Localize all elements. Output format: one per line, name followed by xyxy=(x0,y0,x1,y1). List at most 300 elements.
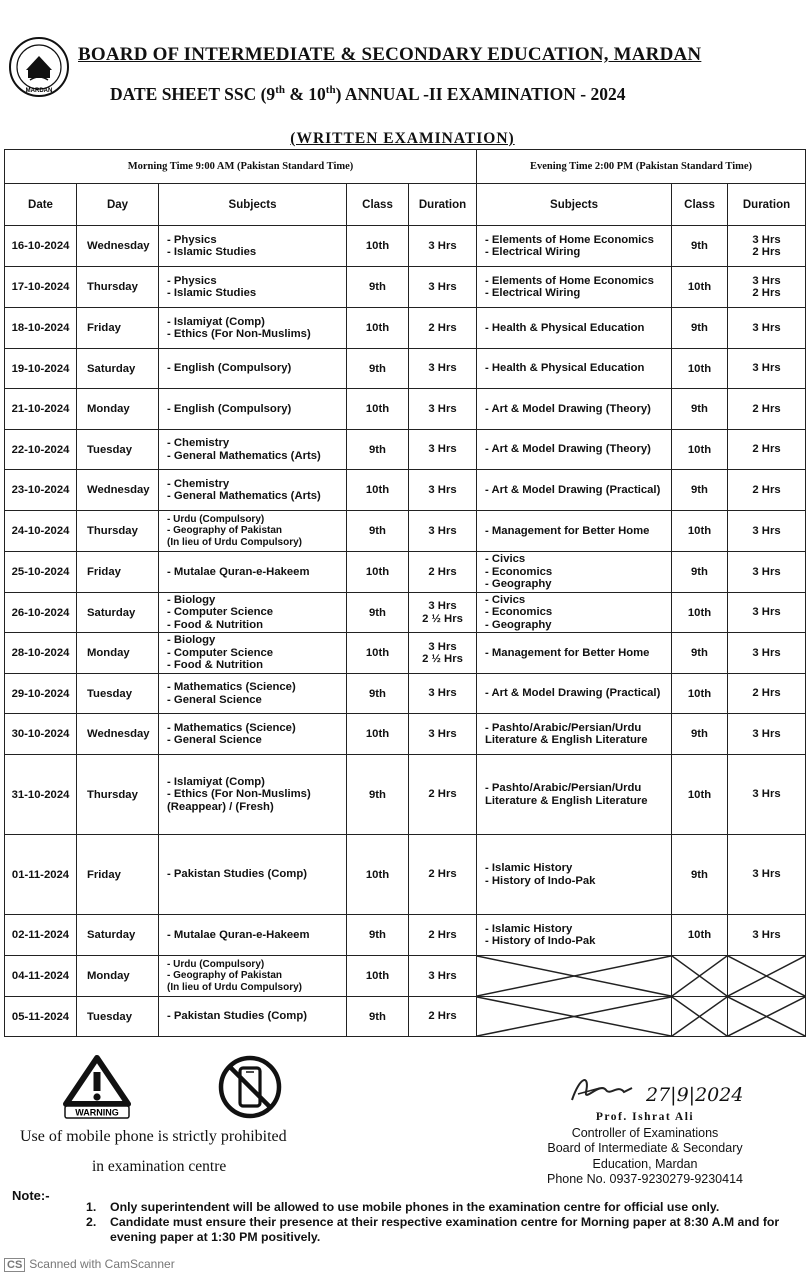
line: 2 Hrs xyxy=(752,402,781,415)
line: (In lieu of Urdu Compulsory) xyxy=(167,981,302,993)
line: 2 Hrs xyxy=(752,687,781,700)
line: 2 Hrs xyxy=(428,928,457,941)
line: 2 ½ Hrs xyxy=(422,612,463,625)
date-row xyxy=(5,714,806,755)
evening-duration-cell xyxy=(728,267,806,308)
morning-class-cell xyxy=(347,552,409,593)
evening-class-cell xyxy=(672,674,728,714)
line: 3 Hrs xyxy=(428,969,457,982)
class-value: 10th xyxy=(687,606,712,619)
line: - Health & Physical Education xyxy=(485,321,645,334)
morning-duration-cell xyxy=(409,430,477,470)
morning-class-cell xyxy=(347,389,409,430)
line: - Health & Physical Education xyxy=(485,362,645,375)
date-row xyxy=(5,308,806,349)
morning-subjects-cell xyxy=(159,997,347,1037)
morning-duration-cell xyxy=(409,511,477,552)
day-cell: Tuesday xyxy=(77,674,159,714)
class-value: 10th xyxy=(687,929,712,941)
line: 3 Hrs xyxy=(428,524,457,537)
line: - Computer Science xyxy=(167,606,274,619)
line: - General Science xyxy=(167,693,262,706)
morning-subjects-cell xyxy=(159,349,347,389)
date-row xyxy=(5,511,806,552)
line: - Physics xyxy=(167,274,217,287)
evening-duration-cell xyxy=(728,714,806,755)
line: 3 Hrs xyxy=(752,524,781,537)
line: - Geography xyxy=(485,618,552,631)
column-header-row xyxy=(5,184,806,226)
day-cell: Tuesday xyxy=(77,430,159,470)
morning-class-cell xyxy=(347,755,409,835)
class-value: 9th xyxy=(691,647,708,659)
date-row xyxy=(5,389,806,430)
morning-subjects-cell xyxy=(159,633,347,674)
morning-duration-cell xyxy=(409,308,477,349)
line: - Mutalae Quran-e-Hakeem xyxy=(167,565,310,578)
date-cell: 04-11-2024 xyxy=(5,956,77,997)
date-cell: 02-11-2024 xyxy=(5,915,77,956)
date-cell: 05-11-2024 xyxy=(5,997,77,1037)
class-value: 9th xyxy=(369,525,386,537)
day-cell: Friday xyxy=(77,835,159,915)
evening-class-cell xyxy=(672,349,728,389)
morning-duration-cell xyxy=(409,226,477,267)
evening-subjects-cell xyxy=(477,835,672,915)
class-value: 10th xyxy=(687,525,712,537)
date-cell: 28-10-2024 xyxy=(5,633,77,674)
morning-class-cell xyxy=(347,226,409,267)
evening-duration-cell xyxy=(728,389,806,430)
evening-duration-cell xyxy=(728,835,806,915)
morning-duration-cell xyxy=(409,674,477,714)
date-cell: 24-10-2024 xyxy=(5,511,77,552)
morning-subjects-cell xyxy=(159,674,347,714)
day-cell: Saturday xyxy=(77,915,159,956)
line: (Reappear) / (Fresh) xyxy=(167,800,274,813)
line: 2 Hrs xyxy=(752,443,781,456)
line: 3 Hrs xyxy=(752,233,781,246)
line: - Islamic History xyxy=(485,862,573,874)
evening-duration-cell xyxy=(728,755,806,835)
line: 3 Hrs xyxy=(428,483,457,496)
morning-subjects-cell xyxy=(159,226,347,267)
line: 2 Hrs xyxy=(428,788,457,801)
class-value: 10th xyxy=(365,970,390,982)
line: 2 Hrs xyxy=(752,287,781,299)
board-logo xyxy=(8,36,70,98)
date-cell: 26-10-2024 xyxy=(5,593,77,633)
col-date: Date xyxy=(5,184,77,226)
line: - Electrical Wiring xyxy=(485,287,581,299)
morning-subjects-cell xyxy=(159,915,347,956)
class-value: 10th xyxy=(687,687,712,700)
line: - Elements of Home Economics xyxy=(485,233,654,246)
day-cell: Saturday xyxy=(77,349,159,389)
class-value: 10th xyxy=(687,443,712,456)
svg-text:MARDAN: MARDAN xyxy=(25,88,53,94)
date-cell: 31-10-2024 xyxy=(5,755,77,835)
line: - General Science xyxy=(167,734,262,746)
date-cell: 18-10-2024 xyxy=(5,308,77,349)
controller-block xyxy=(510,1110,780,1188)
morning-duration-cell xyxy=(409,956,477,997)
line: - General Mathematics (Arts) xyxy=(167,490,321,502)
board-title: BOARD OF INTERMEDIATE & SECONDARY EDUCATION, MARDAN xyxy=(78,44,702,65)
line: - Food & Nutrition xyxy=(167,618,263,631)
morning-duration-cell xyxy=(409,470,477,511)
line: - Elements of Home Economics xyxy=(485,274,654,287)
class-value: 9th xyxy=(691,240,708,252)
written-exam-heading: (WRITTEN EXAMINATION) xyxy=(290,130,515,147)
line: 3 Hrs xyxy=(752,606,781,619)
crossed-out-cell xyxy=(672,997,728,1037)
morning-class-cell xyxy=(347,349,409,389)
crossed-out-cell xyxy=(477,997,672,1037)
line: 2 Hrs xyxy=(752,483,781,496)
date-row xyxy=(5,633,806,674)
morning-class-cell xyxy=(347,714,409,755)
line: (In lieu of Urdu Compulsory) xyxy=(167,536,302,548)
line: Literature & English Literature xyxy=(485,734,648,746)
date-cell: 01-11-2024 xyxy=(5,835,77,915)
date-row xyxy=(5,835,806,915)
date-row xyxy=(5,470,806,511)
evening-duration-cell xyxy=(728,552,806,593)
evening-class-cell xyxy=(672,915,728,956)
morning-subjects-cell xyxy=(159,308,347,349)
line: - Food & Nutrition xyxy=(167,659,263,672)
line: 2 Hrs xyxy=(428,868,457,881)
line: - Civics xyxy=(485,553,526,566)
evening-class-cell xyxy=(672,430,728,470)
line: 2 ½ Hrs xyxy=(422,653,463,665)
morning-subjects-cell xyxy=(159,430,347,470)
line: - Ethics (For Non-Muslims) xyxy=(167,788,311,801)
line: 2 Hrs xyxy=(428,321,457,334)
evening-class-cell xyxy=(672,389,728,430)
line: - Art & Model Drawing (Practical) xyxy=(485,687,661,700)
date-cell: 30-10-2024 xyxy=(5,714,77,755)
evening-duration-cell xyxy=(728,915,806,956)
date-cell: 23-10-2024 xyxy=(5,470,77,511)
line: - English (Compulsory) xyxy=(167,362,292,375)
evening-duration-cell xyxy=(728,226,806,267)
line: 3 Hrs xyxy=(428,362,457,375)
signer-title: Controller of Examinations xyxy=(571,1125,719,1140)
class-value: 9th xyxy=(691,566,708,578)
date-cell: 17-10-2024 xyxy=(5,267,77,308)
line: - Pakistan Studies (Comp) xyxy=(167,1010,307,1023)
class-value: 9th xyxy=(691,484,708,496)
evening-subjects-cell xyxy=(477,552,672,593)
evening-subjects-cell xyxy=(477,470,672,511)
line: - Islamic Studies xyxy=(167,246,257,258)
morning-subjects-cell xyxy=(159,552,347,593)
morning-class-cell xyxy=(347,997,409,1037)
date-row xyxy=(5,226,806,267)
line: - Ethics (For Non-Muslims) xyxy=(167,328,311,340)
mobile-prohibited-text-2: in examination centre xyxy=(92,1158,227,1175)
class-value: 10th xyxy=(365,322,390,334)
evening-subjects-cell xyxy=(477,226,672,267)
evening-duration-cell xyxy=(728,349,806,389)
line: - Management for Better Home xyxy=(485,524,650,537)
line: - Civics xyxy=(485,593,526,606)
line: - Urdu (Compulsory) xyxy=(167,513,265,525)
evening-subjects-cell xyxy=(477,267,672,308)
day-cell: Monday xyxy=(77,633,159,674)
class-value: 10th xyxy=(365,566,390,578)
morning-subjects-cell xyxy=(159,389,347,430)
line: - Mathematics (Science) xyxy=(167,721,296,734)
date-cell: 19-10-2024 xyxy=(5,349,77,389)
note-item: 2. Candidate must ensure their presence at their respective examination centre for Morning paper at 8:30 A.M and for evening paper at 1:30 PM positively. xyxy=(86,1215,780,1244)
day-cell: Tuesday xyxy=(77,997,159,1037)
line: - Mutalae Quran-e-Hakeem xyxy=(167,928,310,941)
morning-class-cell xyxy=(347,593,409,633)
class-value: 9th xyxy=(369,606,386,619)
date-row xyxy=(5,430,806,470)
day-cell: Monday xyxy=(77,389,159,430)
line: Literature & English Literature xyxy=(485,794,648,807)
line: - Electrical Wiring xyxy=(485,246,581,258)
morning-class-cell xyxy=(347,956,409,997)
line: - Islamiyat (Comp) xyxy=(167,315,265,328)
line: - Geography xyxy=(485,578,552,591)
date-row xyxy=(5,674,806,714)
date-cell: 21-10-2024 xyxy=(5,389,77,430)
crossed-out-cell xyxy=(477,956,672,997)
signer-name: Prof. Ishrat Ali xyxy=(595,1111,695,1123)
morning-subjects-cell xyxy=(159,511,347,552)
evening-class-cell xyxy=(672,835,728,915)
morning-duration-cell xyxy=(409,389,477,430)
class-value: 10th xyxy=(365,647,390,659)
morning-duration-cell xyxy=(409,633,477,674)
col-morning-subjects: Subjects xyxy=(159,184,347,226)
morning-class-cell xyxy=(347,470,409,511)
class-value: 9th xyxy=(369,788,386,801)
date-row xyxy=(5,552,806,593)
evening-duration-cell xyxy=(728,511,806,552)
date-sheet-body xyxy=(5,226,806,1037)
no-mobile-phone-icon xyxy=(217,1054,283,1120)
line: - Chemistry xyxy=(167,477,230,490)
morning-subjects-cell xyxy=(159,956,347,997)
line: 3 Hrs xyxy=(428,727,457,740)
morning-duration-cell xyxy=(409,593,477,633)
morning-subjects-cell xyxy=(159,470,347,511)
signature xyxy=(560,1068,780,1112)
line: - History of Indo-Pak xyxy=(485,935,596,947)
evening-class-cell xyxy=(672,226,728,267)
line: 3 Hrs xyxy=(752,788,781,801)
day-cell: Thursday xyxy=(77,755,159,835)
morning-label: Morning Time 9:00 AM (Pakistan Standard Time) xyxy=(5,150,477,184)
date-cell: 29-10-2024 xyxy=(5,674,77,714)
morning-duration-cell xyxy=(409,267,477,308)
morning-class-cell xyxy=(347,633,409,674)
signer-phone: Phone No. 0937-9230279-9230414 xyxy=(546,1172,743,1186)
svg-text:WARNING: WARNING xyxy=(75,1107,119,1118)
line: - Biology xyxy=(167,593,216,606)
evening-subjects-cell xyxy=(477,755,672,835)
evening-subjects-cell xyxy=(477,308,672,349)
line: - History of Indo-Pak xyxy=(485,874,596,887)
evening-class-cell xyxy=(672,552,728,593)
evening-class-cell xyxy=(672,633,728,674)
evening-subjects-cell xyxy=(477,389,672,430)
morning-duration-cell xyxy=(409,552,477,593)
day-cell: Friday xyxy=(77,552,159,593)
evening-subjects-cell xyxy=(477,633,672,674)
line: 3 Hrs xyxy=(428,687,457,700)
line: 3 Hrs xyxy=(428,280,457,293)
class-value: 10th xyxy=(365,484,390,496)
date-row xyxy=(5,915,806,956)
col-evening-duration: Duration xyxy=(728,184,806,226)
line: - Pakistan Studies (Comp) xyxy=(167,868,307,881)
line: - Physics xyxy=(167,233,217,246)
evening-class-cell xyxy=(672,714,728,755)
col-morning-class: Class xyxy=(347,184,409,226)
evening-subjects-cell xyxy=(477,714,672,755)
line: 2 Hrs xyxy=(752,246,781,258)
class-value: 10th xyxy=(687,788,712,801)
line: - Economics xyxy=(485,565,553,578)
line: - Geography of Pakistan xyxy=(167,970,283,982)
morning-duration-cell xyxy=(409,755,477,835)
line: 3 Hrs xyxy=(752,646,781,659)
evening-class-cell xyxy=(672,470,728,511)
morning-class-cell xyxy=(347,674,409,714)
mobile-prohibited-text: Use of mobile phone is strictly prohibited xyxy=(20,1128,287,1145)
line: 3 Hrs xyxy=(752,928,781,941)
date-row xyxy=(5,755,806,835)
line: - Art & Model Drawing (Theory) xyxy=(485,402,651,415)
morning-duration-cell xyxy=(409,835,477,915)
col-day: Day xyxy=(77,184,159,226)
col-evening-class: Class xyxy=(672,184,728,226)
morning-subjects-cell xyxy=(159,267,347,308)
evening-subjects-cell xyxy=(477,430,672,470)
shift-row xyxy=(5,150,806,184)
line: 3 Hrs xyxy=(428,443,457,456)
morning-duration-cell xyxy=(409,349,477,389)
evening-subjects-cell xyxy=(477,511,672,552)
evening-subjects-cell xyxy=(477,349,672,389)
day-cell: Wednesday xyxy=(77,226,159,267)
line: - Biology xyxy=(167,634,216,647)
morning-class-cell xyxy=(347,915,409,956)
signer-org-1: Board of Intermediate & Secondary xyxy=(547,1141,743,1155)
line: - English (Compulsory) xyxy=(167,402,292,415)
morning-class-cell xyxy=(347,430,409,470)
class-value: 9th xyxy=(369,1010,386,1023)
line: - Art & Model Drawing (Practical) xyxy=(485,483,661,496)
line: - Mathematics (Science) xyxy=(167,681,296,693)
class-value: 10th xyxy=(365,868,390,881)
warning-icon xyxy=(62,1054,132,1120)
line: - Islamic History xyxy=(485,922,573,935)
class-value: 10th xyxy=(687,362,712,375)
line: - Art & Model Drawing (Theory) xyxy=(485,443,651,456)
date-row xyxy=(5,997,806,1037)
line: 3 Hrs xyxy=(428,600,457,612)
date-row xyxy=(5,349,806,389)
evening-duration-cell xyxy=(728,593,806,633)
class-value: 9th xyxy=(369,929,386,941)
class-value: 10th xyxy=(365,240,390,252)
notes-list xyxy=(86,1200,796,1245)
morning-subjects-cell xyxy=(159,835,347,915)
line: 3 Hrs xyxy=(752,274,781,287)
line: - Chemistry xyxy=(167,437,230,449)
date-cell: 16-10-2024 xyxy=(5,226,77,267)
class-value: 9th xyxy=(691,403,708,415)
evening-class-cell xyxy=(672,267,728,308)
evening-duration-cell xyxy=(728,308,806,349)
line: - Islamic Studies xyxy=(167,287,257,299)
evening-class-cell xyxy=(672,593,728,633)
day-cell: Thursday xyxy=(77,511,159,552)
line: 3 Hrs xyxy=(428,402,457,415)
line: - Pashto/Arabic/Persian/Urdu xyxy=(485,721,642,734)
class-value: 10th xyxy=(365,403,390,415)
day-cell: Monday xyxy=(77,956,159,997)
line: 3 Hrs xyxy=(752,362,781,375)
line: 2 Hrs xyxy=(428,1010,457,1023)
line: 3 Hrs xyxy=(752,321,781,334)
day-cell: Wednesday xyxy=(77,714,159,755)
line: 3 Hrs xyxy=(752,727,781,740)
evening-class-cell xyxy=(672,755,728,835)
line: - Management for Better Home xyxy=(485,646,650,659)
morning-subjects-cell xyxy=(159,755,347,835)
morning-class-cell xyxy=(347,308,409,349)
date-row xyxy=(5,593,806,633)
class-value: 10th xyxy=(687,281,712,293)
morning-class-cell xyxy=(347,835,409,915)
note-label: Note:- xyxy=(12,1188,50,1203)
line: 2 Hrs xyxy=(428,565,457,578)
signer-org-2: Education, Mardan xyxy=(592,1156,698,1171)
line: 3 Hrs xyxy=(752,868,781,881)
class-value: 9th xyxy=(369,362,386,375)
evening-subjects-cell xyxy=(477,915,672,956)
class-value: 9th xyxy=(691,322,708,334)
note-item: 1. Only superintendent will be allowed to use mobile phones in the examination centre for official use only. xyxy=(86,1200,720,1214)
evening-duration-cell xyxy=(728,430,806,470)
crossed-out-cell xyxy=(728,997,806,1037)
scanner-watermark: CS Scanned with CamScanner xyxy=(4,1257,175,1272)
line: 3 Hrs xyxy=(428,239,457,252)
line: 3 Hrs xyxy=(752,565,781,578)
line: - Urdu (Compulsory) xyxy=(167,958,265,970)
evening-duration-cell xyxy=(728,633,806,674)
class-value: 9th xyxy=(691,868,708,881)
class-value: 9th xyxy=(369,687,386,700)
morning-subjects-cell xyxy=(159,714,347,755)
line: - Economics xyxy=(485,606,553,619)
day-cell: Wednesday xyxy=(77,470,159,511)
crossed-out-cell xyxy=(672,956,728,997)
date-row xyxy=(5,267,806,308)
morning-class-cell xyxy=(347,511,409,552)
class-value: 9th xyxy=(369,443,386,456)
class-value: 9th xyxy=(369,281,386,293)
